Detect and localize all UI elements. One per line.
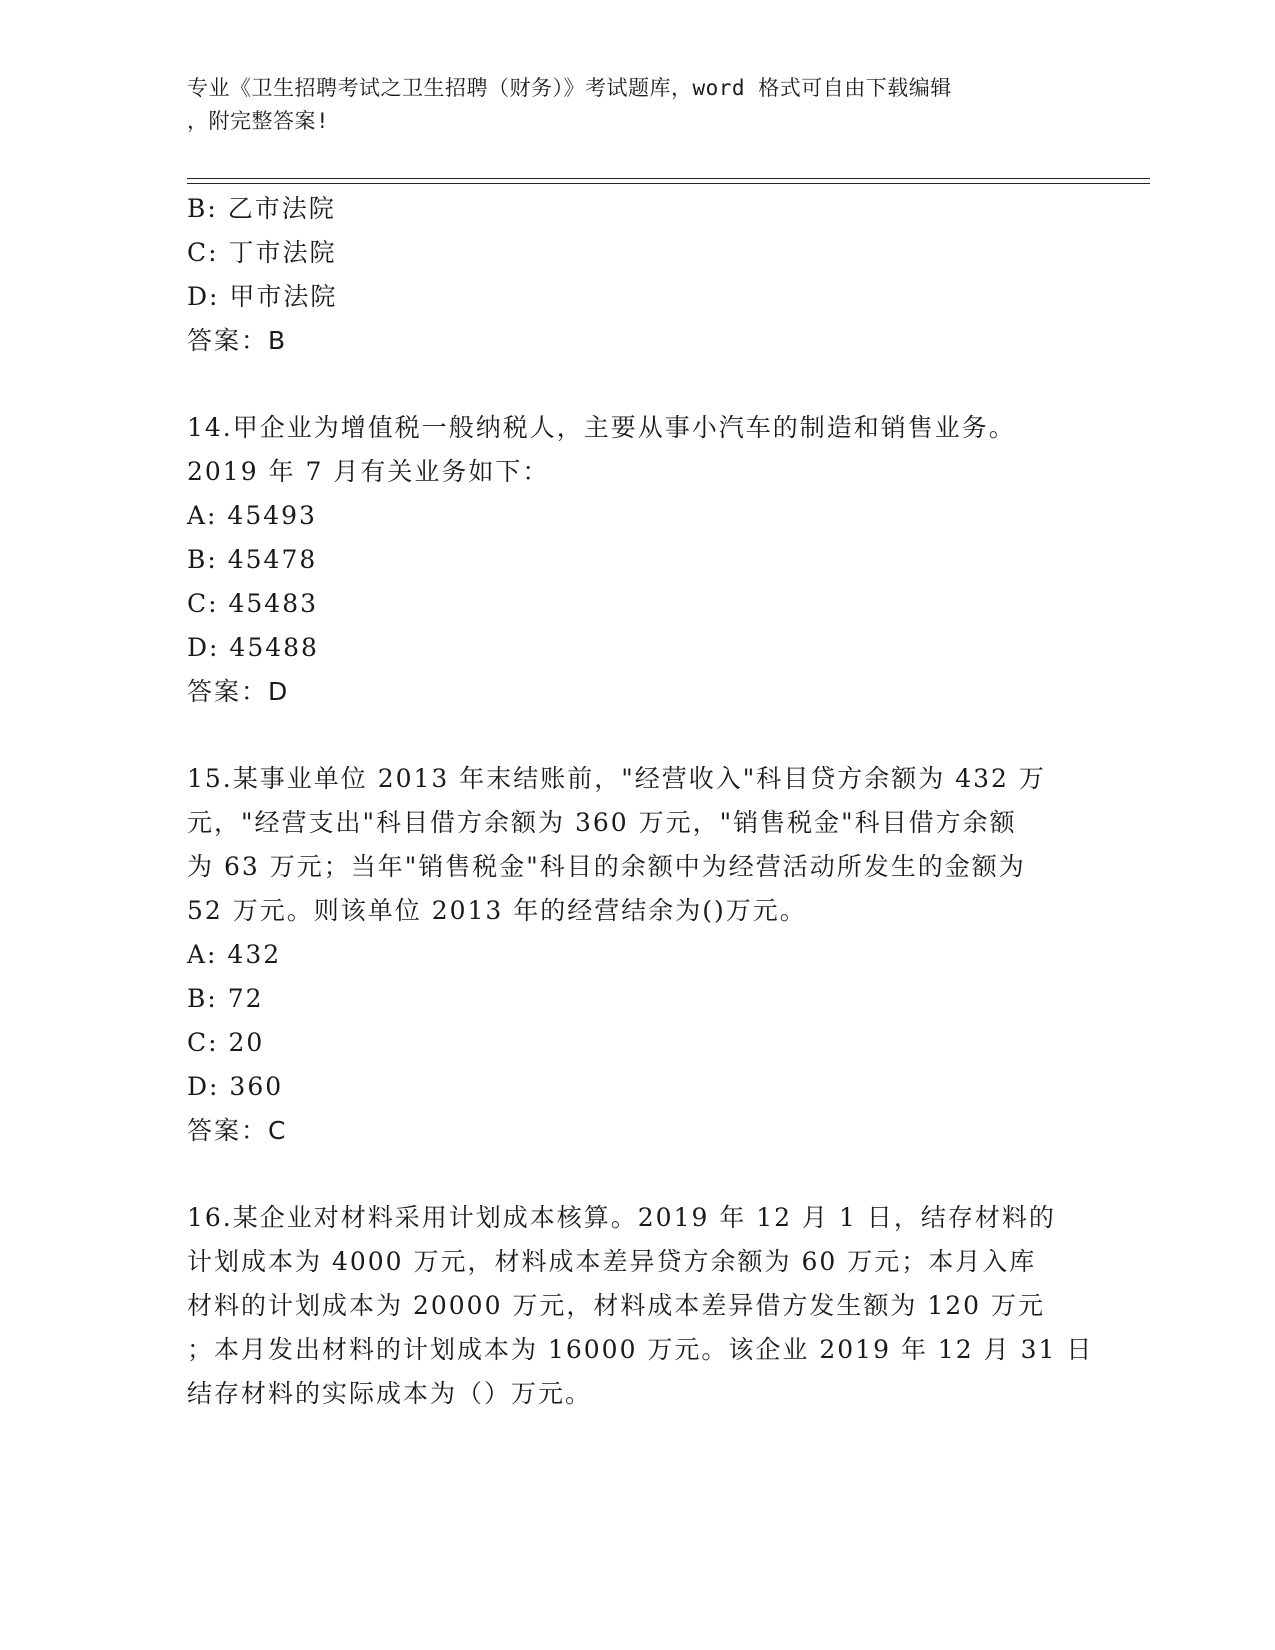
- q14-option-d: D: 45488: [187, 633, 319, 662]
- q15-text-line: 52 万元。则该单位 2013 年的经营结余为()万元。: [187, 896, 807, 925]
- q13-option-d: D: 甲市法院: [187, 282, 338, 311]
- q13-option-b: B: 乙市法院: [187, 194, 336, 223]
- header-line-1: 专业《卫生招聘考试之卫生招聘（财务）》考试题库，word 格式可自由下载编辑: [187, 76, 952, 100]
- q16-text-line: ；本月发出材料的计划成本为 16000 万元。该企业 2019 年 12 月 31 日: [187, 1335, 1094, 1364]
- header-rule: [187, 178, 1150, 179]
- q14-option-c: C: 45483: [187, 589, 319, 618]
- q15-option-b: B: 72: [187, 984, 264, 1013]
- q16-text-line: 结存材料的实际成本为（）万元。: [187, 1379, 593, 1408]
- q15-option-a: A: 432: [187, 940, 282, 969]
- q16-text-line: 计划成本为 4000 万元，材料成本差异贷方余额为 60 万元；本月入库: [187, 1247, 1037, 1276]
- q15-text-line: 元，"经营支出"科目借方余额为 360 万元，"销售税金"科目借方余额: [187, 808, 1017, 837]
- q14-answer: 答案：D: [187, 677, 290, 706]
- q15-option-d: D: 360: [187, 1072, 284, 1101]
- header-line-2: ，附完整答案!: [187, 109, 330, 133]
- q16-text-line: 16.某企业对材料采用计划成本核算。2019 年 12 月 1 日，结存材料的: [187, 1203, 1056, 1232]
- q15-text-line: 为 63 万元；当年"销售税金"科目的余额中为经营活动所发生的金额为: [187, 852, 1026, 881]
- q15-option-c: C: 20: [187, 1028, 265, 1057]
- header-rule: [187, 183, 1150, 184]
- q15-answer: 答案：C: [187, 1116, 288, 1145]
- q16-text-line: 材料的计划成本为 20000 万元，材料成本差异借方发生额为 120 万元: [187, 1291, 1046, 1320]
- q13-answer: 答案：B: [187, 326, 288, 355]
- q15-text-line: 15.某事业单位 2013 年末结账前，"经营收入"科目贷方余额为 432 万: [187, 764, 1046, 793]
- q14-text-line: 14.甲企业为增值税一般纳税人，主要从事小汽车的制造和销售业务。: [187, 413, 1016, 442]
- page-header: [187, 72, 1067, 138]
- q14-text-line: 2019 年 7 月有关业务如下：: [187, 457, 550, 486]
- q14-option-b: B: 45478: [187, 545, 318, 574]
- q13-option-c: C: 丁市法院: [187, 238, 337, 267]
- q14-option-a: A: 45493: [187, 501, 317, 530]
